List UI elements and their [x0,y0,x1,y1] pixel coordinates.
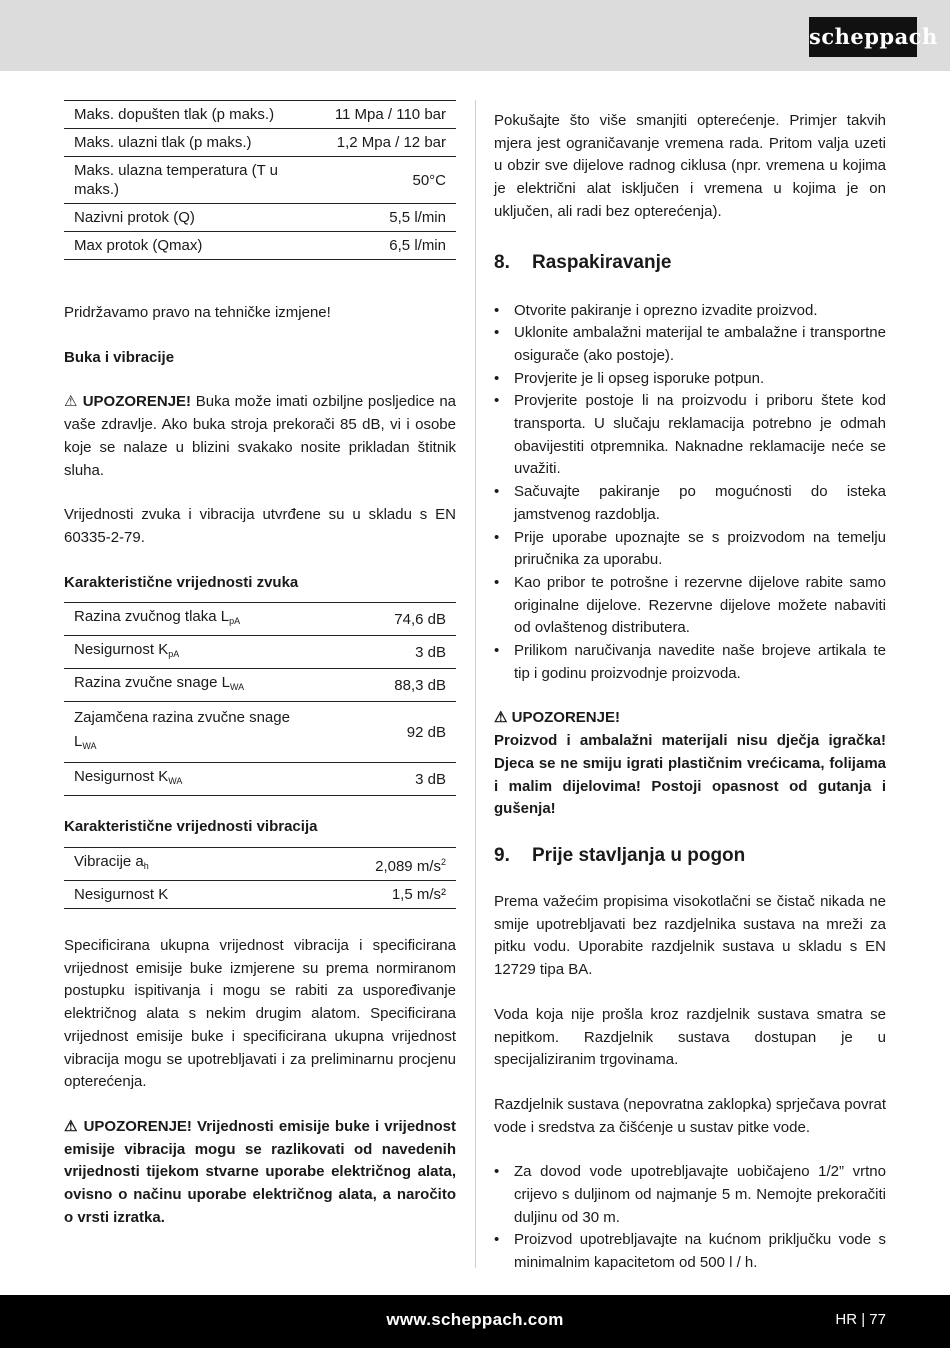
sound-label-sub: WA [229,682,245,693]
sound-label-sub: pA [229,616,241,627]
column-divider [475,100,476,1268]
list-item: • Za dovod vode upotrebljavajte uobičajeno 1/2” vrtno crijevo s duljinom od najmanje 5 m. Nemojte prekoračiti duljinu od 30 m. [494,1161,886,1229]
specification-paragraph: Specificirana ukupna vrijednost vibracija i specificirana vrijednost emisije buke izmjerene su prema normiranom postupku ispitivanja i mogu se rabiti za uspoređivanje električnog alata s nekim drugim alatom. Specificirana vrijednost emisije buke i specificirana ukupna vrijednost vibracija mogu se upotrebljavati i za preliminarnu procjenu opterećenja. [64,937,456,1091]
table-row [64,101,456,129]
table-row [64,702,456,763]
sound-value: 88,3 dB [314,669,456,702]
right-column [494,110,886,1275]
paragraph-2: Voda koja nije prošla kroz razdjelnik sustava smatra se nepitkom. Razdjelnik sustava dostupan je u specijaliziranim trgovinama. [494,1005,886,1069]
vib-label-text: Vibracije a [74,853,144,871]
table-row [64,763,456,796]
warning-label: UPOZORENJE! [82,393,192,411]
sound-label-text: Zajamčena razina zvučne snage L [74,709,290,751]
sound-label-text: Nesigurnost K [74,641,169,659]
vib-value-text: 1,5 m/s² [391,886,446,904]
vib-label [64,848,282,881]
table-row [64,204,456,232]
table-row [64,669,456,702]
warning-label: UPOZORENJE! [511,709,620,727]
left-column [64,100,456,1229]
sound-label-sub: WA [168,776,183,787]
sound-value: 92 dB [314,702,456,763]
sound-table [64,602,456,796]
vibration-heading: Karakteristične vrijednosti vibracija [64,818,318,836]
sound-label-text: Razina zvučnog tlaka L [74,608,230,626]
spec-value: 11 Mpa / 110 bar [294,101,456,129]
list-item: • Prije uporabe upoznajte se s proizvodom na temelju priručnika za uporabu. [494,527,886,572]
sound-heading: Karakteristične vrijednosti zvuka [64,573,299,591]
unpack-list [494,300,886,686]
vib-label-text: Nesigurnost K [74,886,169,904]
sound-label-text: Nesigurnost K [74,768,169,786]
header-bar [0,0,950,71]
website-link[interactable]: www.scheppach.com [386,1310,564,1329]
footer-bar [0,1295,950,1348]
sound-label [64,603,314,636]
noise-heading: Buka i vibracije [64,348,175,366]
warning-icon: ⚠ [494,709,508,727]
vib-value [282,881,456,909]
list-item: • Provjerite je li opseg isporuke potpun. [494,368,886,391]
section-title: Prije stavljanja u pogon [532,844,746,866]
noise-warning [64,391,456,482]
intro-paragraph: Pokušajte što više smanjiti opterećenje. Primjer takvih mjera jest ograničavanje vremena rada. Pritom valja uzeti u obzir sve dijelove radnog ciklusa (npr. vremena u kojima je električni alat isključen i vremena u kojima je on uključen, ali radi bez opterećenja). [494,112,886,220]
table-row [64,881,456,909]
spec-value: 50°C [294,157,456,204]
list-item: • Sačuvajte pakiranje po mogućnosti do isteka jamstvenog razdoblja. [494,481,886,526]
values-text: Vrijednosti zvuka i vibracija utvrđene su u skladu s EN 60335-2-79. [64,506,456,546]
sound-value: 74,6 dB [314,603,456,636]
section-number: 8. [494,251,510,273]
vib-value [282,848,456,881]
vib-label [64,881,282,909]
list-item: • Otvorite pakiranje i oprezno izvadite proizvod. [494,300,886,323]
emission-warning [64,1116,456,1230]
table-row [64,129,456,157]
vib-value-text: 2,089 m/s [375,857,441,875]
packaging-warning-label [494,707,886,730]
spec-table [64,100,456,260]
spec-label: Nazivni protok (Q) [64,204,294,232]
sound-label [64,669,314,702]
sound-label [64,636,314,669]
table-row [64,232,456,260]
vib-label-sub: h [143,861,149,872]
spec-value: 1,2 Mpa / 12 bar [294,129,456,157]
warning-icon: ⚠ [64,393,78,411]
sound-value: 3 dB [314,763,456,796]
spec-label: Maks. ulazna temperatura (T u maks.) [64,157,294,204]
section-title: Raspakiravanje [532,251,672,273]
sound-label [64,702,314,763]
reserve-note: Pridržavamo pravo na tehničke izmjene! [64,304,331,321]
list-item: • Proizvod upotrebljavajte na kućnom priključku vode s minimalnim kapacitetom od 500 l / h. [494,1229,886,1274]
sound-label [64,763,314,796]
water-list [494,1161,886,1275]
list-item: • Kao pribor te potrošne i rezervne dijelove rabite samo originalne dijelove. Rezervne dijelove možete nabaviti od ovlaštenog distributera. [494,572,886,640]
sound-label-sub: pA [168,649,180,660]
table-row [64,848,456,881]
list-item: • Provjerite postoje li na proizvodu i priboru štete kod transporta. U slučaju reklamacija potrebno je odmah obavijestiti otpremnika. Naknadne reklamacije neće se uvažiti. [494,390,886,481]
warning-icon: ⚠ [64,1117,79,1135]
table-row [64,603,456,636]
spec-label: Maks. ulazni tlak (p maks.) [64,129,294,157]
warning-text: Buka može imati ozbiljne posljedice na vaše zdravlje. Ako buka stroja prekorači 85 dB, vi i osobe koje se nalaze u blizini svakako nosite prikladan štitnik sluha. [64,393,457,479]
table-row [64,636,456,669]
list-item: • Uklonite ambalažni materijal te ambalažne i transportne osigurače (ako postoje). [494,322,886,367]
packaging-warning-text: Proizvod i ambalažni materijali nisu dječja igračka! Djeca se ne smiju igrati plastičnim vrećicama, folijama i malim dijelovima! Postoji opasnost od gutanja i gušenja! [494,732,886,818]
paragraph-1: Prema važećim propisima visokotlačni se čistač nikada ne smije upotrebljavati bez razdjelnika sustava na mreži za pitku vodu. Uporabite razdjelnik sustava u skladu s EN 12729 tipa BA. [494,892,886,979]
section-heading-8 [494,250,886,276]
sound-value: 3 dB [314,636,456,669]
brand-logo: scheppach [809,17,917,57]
spec-value: 5,5 l/min [294,204,456,232]
warning-text: UPOZORENJE! Vrijednosti emisije buke i vrijednost emisije vibracija mogu se razlikovati od navedenih vrijednosti tijekom stvarne uporabe električnog alata, ovisno o načinu uporabe električnog alata, a naročito o vrsti izratka. [64,1117,456,1226]
sound-label-text: Razina zvučne snage L [74,674,230,692]
spec-label: Maks. dopušten tlak (p maks.) [64,101,294,129]
spec-value: 6,5 l/min [294,232,456,260]
page-number: HR | 77 [835,1311,886,1328]
section-number: 9. [494,844,510,866]
spec-label: Max protok (Qmax) [64,232,294,260]
table-row [64,157,456,204]
section-heading-9 [494,843,886,869]
paragraph-3: Razdjelnik sustava (nepovratna zaklopka) sprječava povrat vode i sredstva za čišćenje u sustav pitke vode. [494,1095,886,1136]
sound-label-sub: WA [82,741,97,752]
vib-value-sup: 2 [440,856,446,867]
vibration-table [64,847,456,909]
list-item: • Prilikom naručivanja navedite naše brojeve artikala te tip i godinu proizvodnje proizvoda. [494,640,886,685]
